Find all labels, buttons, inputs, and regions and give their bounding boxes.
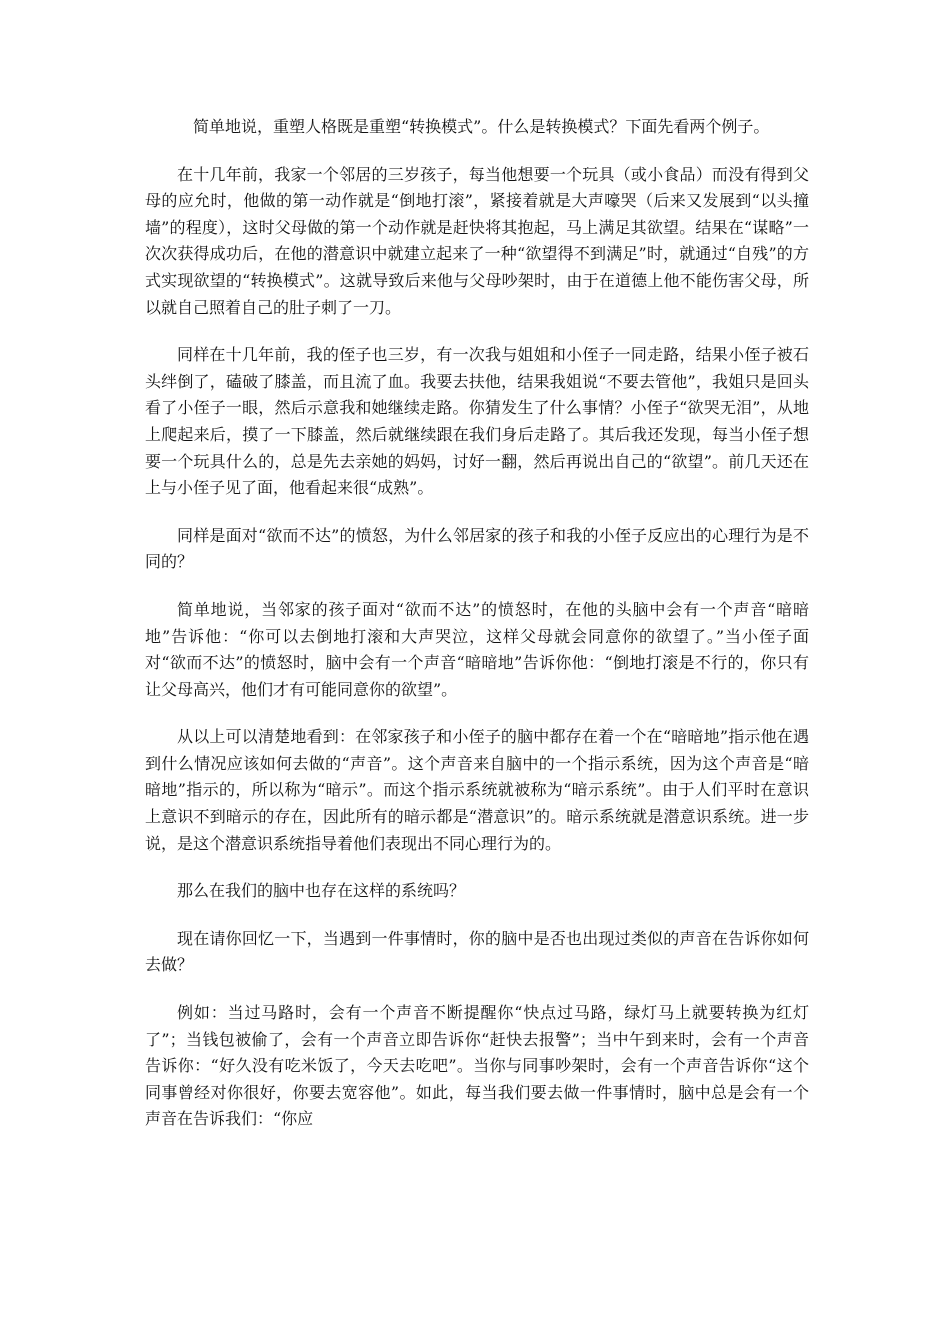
paragraph-3: 同样在十几年前，我的侄子也三岁，有一次我与姐姐和小侄子一同走路，结果小侄子被石头绊倒了，磕破了膝盖，而且流了血。我要去扶他，结果我姐说“不要去管他”，我姐只是回头看了小侄子一眼，然后示意我和她继续走路。你猜发生了什么事情？小侄子“欲哭无泪”，从地上爬起来后，摸了一下膝盖，然后就继续跟在我们身后走路了。其后我还发现，每当小侄子想要一个玩具什么的，总是先去亲她的妈妈，讨好一翻，然后再说出自己的“欲望”。前几天还在 上与小侄子见了面，他看起来很“成熟”。 bbox=[145, 345, 831, 498]
document-body bbox=[145, 114, 831, 1133]
paragraph-2: 在十几年前，我家一个邻居的三岁孩子，每当他想要一个玩具（或小食品）而没有得到父母的应允时，他做的第一动作就是“倒地打滚”，紧接着就是大声嚎哭（后来又发展到“以头撞墙”的程度），这时父母做的第一个动作就是赶快将其抱起，马上满足其欲望。结果在“谋略”一次次获得成功后，在他的潜意识中就建立起来了一种“欲望得不到满足”时，就通过“自残”的方式实现欲望的“转换模式”。这就导致后来他与父母吵架时，由于在道德上他不能伤害父母，所以就自己照着自己的肚子刺了一刀。 bbox=[145, 164, 809, 317]
paragraph-7: 那么在我们的脑中也存在这样的系统吗？ bbox=[177, 881, 466, 901]
paragraph-6: 从以上可以清楚地看到：在邻家孩子和小侄子的脑中都存在着一个在“暗暗地”指示他在遇到什么情况应该如何去做的“声音”。这个声音来自脑中的一个指示系统，因为这个声音是“暗暗地”指示的，所以称为“暗示”。而这个指示系统就被称为“暗示系统”。由于人们平时在意识上意识不到暗示的存在，因此所有的暗示都是“潜意识”的。暗示系统就是潜意识系统。进一步说，是这个潜意识系统指导着他们表现出不同心理行为的。 bbox=[145, 727, 809, 853]
paragraph-4: 同样是面对“欲而不达”的愤怒，为什么邻居家的孩子和我的小侄子反应出的心理行为是不同的？ bbox=[145, 525, 809, 572]
paragraph-9: 例如：当过马路时，会有一个声音不断提醒你“快点过马路，绿灯马上就要转换为红灯了”；当钱包被偷了，会有一个声音立即告诉你“赶快去报警”；当中午到来时，会有一个声音告诉你：“好久没有吃米饭了，今天去吃吧”。当你与同事吵架时，会有一个声音告诉你“这个同事曾经对你很好，你要去宽容他”。如此，每当我们要去做一件事情时，脑中总是会有一个声音在告诉我们：“你应 bbox=[145, 1003, 809, 1129]
paragraph-5: 简单地说，当邻家的孩子面对“欲而不达”的愤怒时，在他的头脑中会有一个声音“暗暗地”告诉他：“你可以去倒地打滚和大声哭泣，这样父母就会同意你的欲望了。”当小侄子面对“欲而不达”的愤怒时，脑中会有一个声音“暗暗地”告诉你他：“倒地打滚是不行的，你只有让父母高兴，他们才有可能同意你的欲望”。 bbox=[145, 599, 809, 699]
paragraph-8: 现在请你回忆一下，当遇到一件事情时，你的脑中是否也出现过类似的声音在告诉你如何去做？ bbox=[145, 928, 809, 975]
paragraph-1: 简单地说，重塑人格既是重塑“转换模式”。什么是转换模式？下面先看两个例子。 bbox=[193, 117, 770, 136]
